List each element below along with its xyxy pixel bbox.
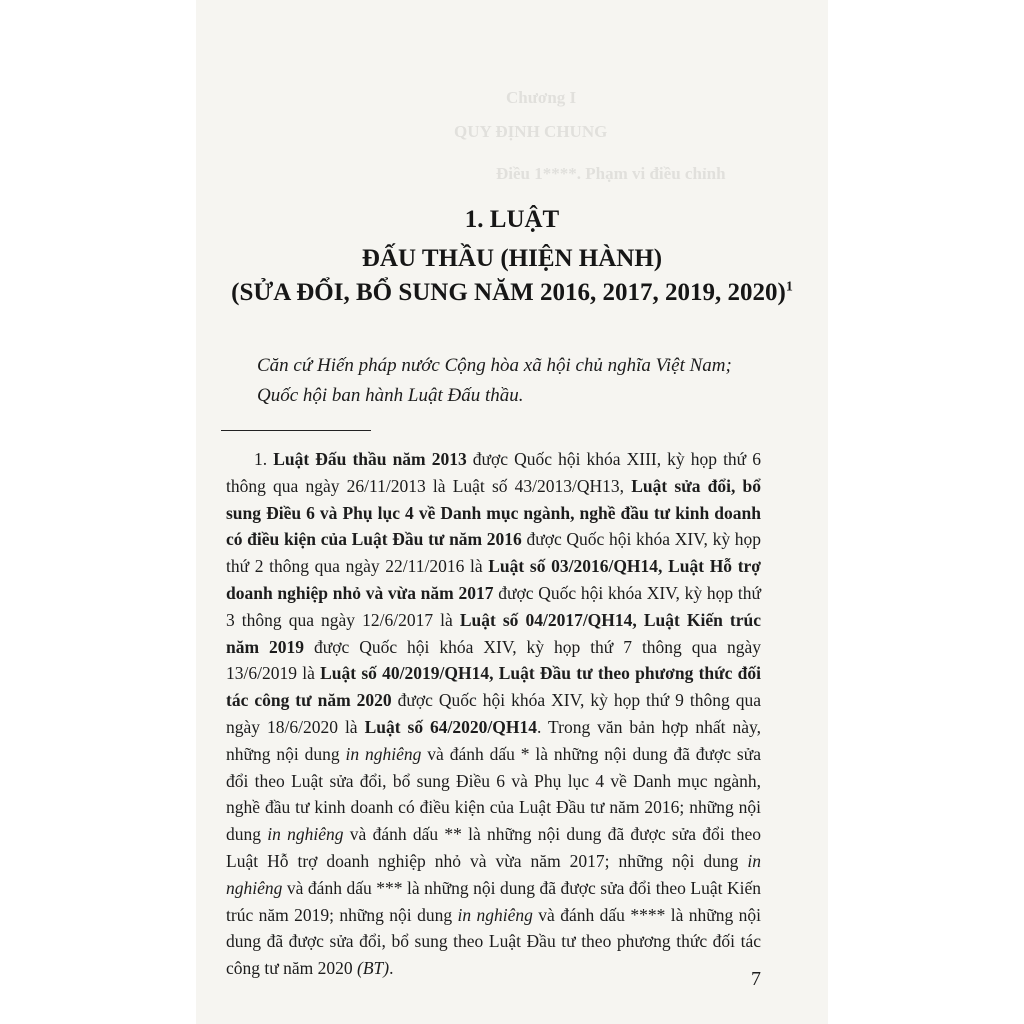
footnote-paragraph <box>226 446 761 982</box>
footnote-segment: được Quốc hội khóa XIV, kỳ họp thứ 7 thông qua ngày 13/6/2019 là <box>226 636 762 684</box>
footnote-segment: Luật sửa đổi, bổ sung Điều 6 và Phụ lục 4 về Danh mục ngành, nghề đầu tư kinh doanh có điều kiện của Luật Đầu tư năm 2016 <box>226 475 761 550</box>
footnote-segment: Luật số 64/2020/QH14 <box>364 716 538 737</box>
footnote-segment: in nghiêng <box>457 904 533 925</box>
footnote-segment: và đánh dấu *** là những nội dung đã được sửa đổi theo Luật Kiến trúc năm 2019; những nội dung <box>226 877 761 925</box>
book-page <box>196 0 828 1024</box>
footnote-segment: . Trong văn bản hợp nhất này, những nội dung <box>226 716 762 764</box>
footnote-segment: Luật số 03/2016/QH14, Luật Hỗ trợ doanh nghiệp nhỏ và vừa năm 2017 <box>226 556 761 603</box>
footnote-segment: in nghiêng <box>226 850 761 898</box>
footnote-segment: được Quốc hội khóa XIV, kỳ họp thứ 3 thông qua ngày 12/6/2017 là <box>226 582 761 630</box>
footnote-segment: và đánh dấu ** là những nội dung đã được sửa đổi theo Luật Hỗ trợ doanh nghiệp nhỏ và vừa năm 2017; những nội dung <box>226 824 762 871</box>
footnote-segment: và đánh dấu * là những nội dung đã được sửa đổi theo Luật sửa đổi, bổ sung Điều 6 và Phụ lục 4 về Danh mục ngành, nghề đầu tư kinh doanh có điều kiện của Luật Đầu tư năm 2016; những nội dung <box>226 743 761 845</box>
footnote-segment: được Quốc hội khóa XIV, kỳ họp thứ 9 thông qua ngày 18/6/2020 là <box>226 690 761 737</box>
footnote-segment: in nghiêng <box>345 743 422 764</box>
footnote-segment: Luật số 04/2017/QH14, Luật Kiến trúc năm 2019 <box>226 609 761 657</box>
show-through-chapter: Chương I <box>506 88 577 107</box>
footnote-text <box>226 446 761 982</box>
show-through-article: Điều 1****. Phạm vi điều chỉnh <box>496 164 726 183</box>
footnote-segment: được Quốc hội khóa XIV, kỳ họp thứ 2 thông qua ngày 22/11/2016 là <box>226 529 762 577</box>
preamble-line-1: Căn cứ Hiến pháp nước Cộng hòa xã hội chủ nghĩa Việt Nam; <box>257 355 732 376</box>
law-title-heading: ĐẤU THẦU (HIỆN HÀNH) <box>361 245 663 272</box>
preamble-line-2: Quốc hội ban hành Luật Đấu thầu. <box>257 385 524 406</box>
law-amendment-heading <box>196 279 828 307</box>
show-through-chapter-title: QUY ĐỊNH CHUNG <box>454 122 608 141</box>
footnote-segment: in nghiêng <box>267 824 344 845</box>
page-number: 7 <box>751 968 761 990</box>
amendment-heading-text: (SỬA ĐỔI, BỔ SUNG NĂM 2016, 2017, 2019, 2020) <box>231 279 786 306</box>
footnote-segment: và đánh dấu **** là những nội dung đã được sửa đổi, bổ sung theo Luật Đầu tư theo phương thức đối tác công tư năm 2020 <box>226 904 762 979</box>
footnote-segment: 1. <box>254 449 274 469</box>
footnote-segment: được Quốc hội khóa XIII, kỳ họp thứ 6 thông qua ngày 26/11/2013 là Luật số 43/2013/QH13, <box>226 449 761 496</box>
footnote-segment: . <box>389 958 394 979</box>
footnote-segment: Luật số 40/2019/QH14, Luật Đầu tư theo phương thức đối tác công tư năm 2020 <box>226 663 761 711</box>
law-number-heading: 1. LUẬT <box>464 206 560 233</box>
footnote-marker: 1 <box>785 279 793 295</box>
footnote-segment: (BT) <box>357 958 390 979</box>
footnote-separator <box>221 430 371 431</box>
footnote-segment: Luật Đấu thầu năm 2013 <box>273 449 467 469</box>
